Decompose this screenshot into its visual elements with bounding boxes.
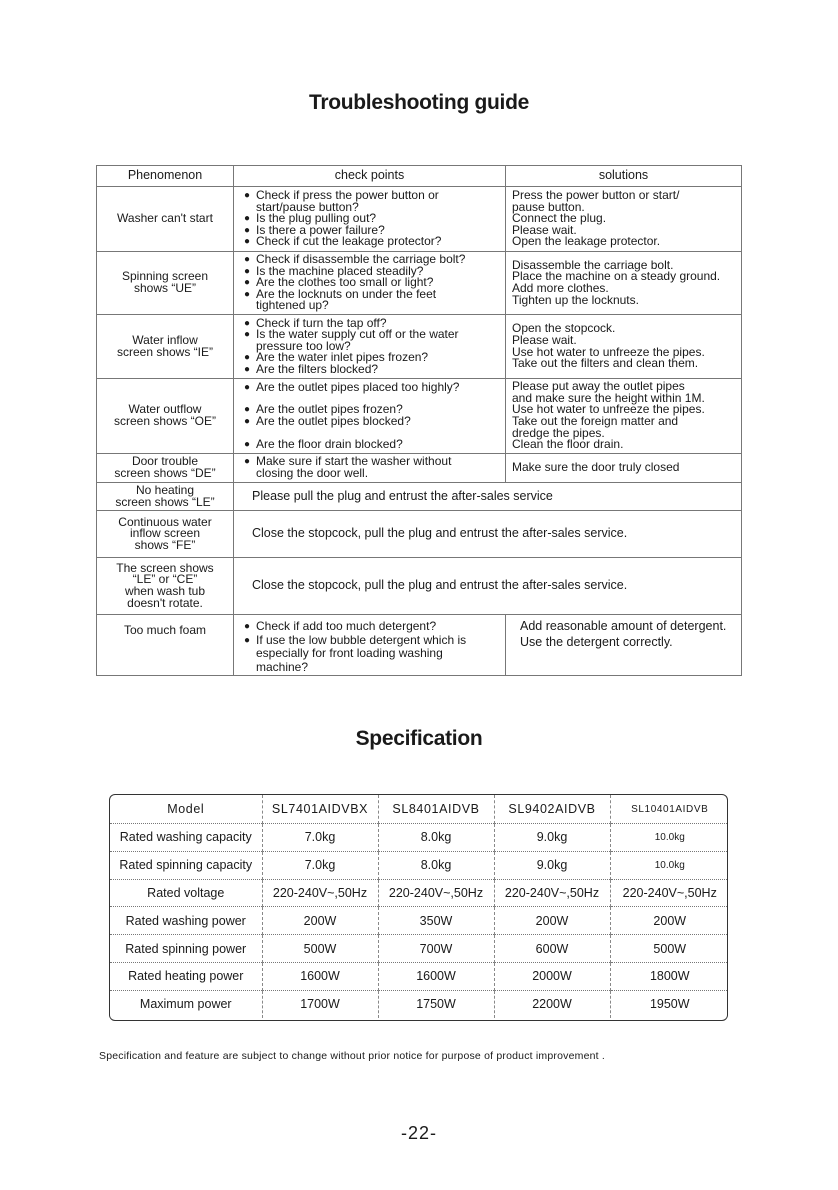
solution-line: Make sure the door truly closed [512,460,680,475]
check-point-line: ● Are the floor drain blocked? [256,436,403,451]
specification-table [110,795,728,1018]
check-point-line: ● Is the machine placed steadily? [256,263,424,278]
table-row [97,558,742,615]
solutions-cell [506,252,742,315]
check-point-line: ● Check if cut the leakage protector? [256,234,442,249]
check-points-cell [234,252,506,315]
solution-line: Use hot water to unfreeze the pipes. [512,402,705,417]
solution-line: and make sure the height within 1M. [512,390,705,405]
check-point-line: ● Check if disassemble the carriage bolt? [256,252,466,267]
solutions-cell [506,615,742,676]
check-point-line: ● Are the filters blocked? [256,361,379,376]
check-point-item [244,286,499,313]
solution-line: Use hot water to unfreeze the pipes. [512,344,705,359]
spec-row [110,962,728,990]
check-point-item [244,190,499,213]
table-row [97,187,742,252]
check-point-item [244,634,499,675]
phenomenon-cell [97,483,234,511]
spec-value: 200W [610,907,728,935]
phenomenon-line: Washer can't start [117,211,213,226]
solution-line: Press the power button or start/ [512,188,680,203]
header-check-points: check points [234,166,506,187]
phenomenon-cell [97,511,234,558]
spec-row-label: Rated heating power [110,962,262,990]
spec-row-label: Maximum power [139,997,232,1012]
spec-value: 500W [610,935,728,963]
check-point-item [244,416,499,428]
check-point-line: machine? [256,659,309,674]
page-number: -22- [400,1123,437,1143]
spec-value: 1800W [610,962,728,990]
phenomenon-line: “LE” or “CE” [132,572,198,587]
phenomenon-line: screen shows “OE” [113,414,217,428]
merged-instruction-cell: Close the stopcock, pull the plug and entrust the after-sales service. [234,558,742,615]
specification-title: Specification [355,727,483,750]
check-point-line: ● Are the outlet pipes blocked? [256,414,411,428]
phenomenon-line: doesn't rotate. [127,595,203,610]
spec-row-label: Rated spinning capacity [110,851,262,879]
spec-value: 200W [262,907,378,935]
spec-row [110,879,728,907]
solution-line: Open the stopcock. [512,321,616,336]
check-point-line: closing the door well. [256,466,369,480]
check-point-item [244,620,499,634]
solution-line: Add more clothes. [512,281,609,295]
spec-model-name: SL7401AIDVBX [262,795,378,824]
check-point-item [244,361,499,376]
phenomenon-line: Water inflow [132,332,198,347]
check-points-cell [234,454,506,483]
spec-value: 10.0kg [610,824,728,852]
header-solutions: solutions [506,166,742,187]
solution-line: Add reasonable amount of detergent. [520,619,727,633]
phenomenon-line: The screen shows [116,560,214,575]
check-point-line: ● Are the water inlet pipes frozen? [256,350,429,365]
phenomenon-cell [97,558,234,615]
spec-row [110,907,728,935]
solution-line: Use the detergent correctly. [520,635,673,649]
spec-value: 600W [494,935,610,963]
check-point-line: ● Are the locknuts on under the feet [256,286,437,301]
spec-model-name: SL10401AIDVB [610,795,728,824]
check-point-item [244,329,499,352]
phenomenon-line: Too much foam [123,623,207,637]
spec-row [110,824,728,852]
check-point-line: ● Check if turn the tap off? [256,315,387,330]
check-point-item [244,436,499,451]
phenomenon-line: Continuous water [118,514,212,529]
spec-value: 200W [494,907,610,935]
table-row [97,379,742,454]
specification-table-frame [109,794,728,1021]
spec-value: 1600W [378,962,494,990]
merged-instruction-cell: Please pull the plug and entrust the after-sales service [234,483,742,511]
spec-value: 220-240V~,50Hz [610,879,728,907]
check-point-item [244,456,499,479]
check-point-line: ● Are the outlet pipes placed too highly? [256,379,460,394]
check-point-line: ● Are the clothes too small or light? [256,275,434,290]
check-point-line: ● Is there a power failure? [256,222,385,237]
check-point-line: ● Is the plug pulling out? [256,211,377,226]
spec-row [110,851,728,879]
spec-value: 1600W [262,962,378,990]
spec-row [110,935,728,963]
phenomenon-line: screen shows “IE” [116,344,214,359]
spec-model-name: SL8401AIDVB [378,795,494,824]
check-point-line: start/pause button? [256,199,359,214]
check-point-item [244,379,499,394]
solution-line: Tighten up the locknuts. [512,292,639,307]
phenomenon-line: when wash tub [124,584,206,598]
spec-value: 7.0kg [262,824,378,852]
phenomenon-line: screen shows “LE” [115,494,215,509]
table-row [97,315,742,379]
spec-row-label: Rated washing power [110,907,262,935]
check-point-line: ● Check if add too much detergent? [256,619,437,633]
spec-value: 220-240V~,50Hz [378,879,494,907]
phenomenon-line: shows “FE” [134,537,196,552]
spec-value: 500W [262,935,378,963]
solution-line: Connect the plug. [512,211,607,226]
solutions-cell [506,315,742,379]
phenomenon-cell [97,379,234,454]
spec-value: 700W [378,935,494,963]
solution-line: Place the machine on a steady ground. [512,269,721,284]
spec-value: 8.0kg [378,851,494,879]
solution-line: Open the leakage protector. [512,234,661,249]
spec-header-label: Model [110,795,262,824]
check-point-line: ● Make sure if start the washer without [256,454,452,469]
phenomenon-line: screen shows “DE” [114,466,216,480]
troubleshooting-table [96,165,742,676]
phenomenon-line: No heating [135,482,195,497]
phenomenon-line: shows “UE” [133,281,196,295]
spec-value: 9.0kg [494,824,610,852]
phenomenon-cell [97,315,234,379]
spec-value: 10.0kg [610,851,728,879]
solutions-cell [506,454,742,483]
table-row [97,483,742,511]
phenomenon-line: Door trouble [131,454,199,469]
header-phenomenon: Phenomenon [97,166,234,187]
spec-value: 1750W [378,990,494,1017]
check-point-item [244,236,499,248]
check-point-line: tightened up? [256,298,329,313]
solution-line: Please wait. [512,332,577,347]
solutions-cell [506,379,742,454]
spec-value: 220-240V~,50Hz [262,879,378,907]
table-row [97,615,742,676]
table-row [97,252,742,315]
solutions-cell [506,187,742,252]
check-point-line: ● If use the low bubble detergent which is [256,632,467,647]
solution-line: Take out the foreign matter and [512,414,679,428]
spec-value: 2200W [494,990,610,1017]
solution-line: Take out the filters and clean them. [512,356,699,371]
spec-row-label: Rated voltage [110,879,262,907]
phenomenon-cell [97,187,234,252]
check-point-line: pressure too low? [256,338,351,353]
troubleshooting-title: Troubleshooting guide [308,91,529,114]
solution-line: pause button. [512,199,585,214]
spec-value: 7.0kg [262,851,378,879]
spec-model-name: SL9402AIDVB [494,795,610,824]
spec-value: 220-240V~,50Hz [494,879,610,907]
solution-line: dredge the pipes. [512,425,605,440]
spec-value: 8.0kg [378,824,494,852]
phenomenon-line: Water outflow [128,402,202,417]
phenomenon-line: Spinning screen [121,269,209,284]
table-header-row [97,166,742,187]
check-points-cell [234,315,506,379]
check-points-cell [234,615,506,676]
merged-instruction-cell: Close the stopcock, pull the plug and entrust the after-sales service. [234,511,742,558]
spec-value: 1950W [610,990,728,1017]
phenomenon-cell [97,615,234,676]
spec-value: 1700W [262,990,378,1017]
check-points-cell [234,379,506,454]
spec-header-row [110,795,728,824]
phenomenon-cell [97,454,234,483]
spec-row [110,990,728,1017]
solution-line: Disassemble the carriage bolt. [512,257,674,272]
solution-line: Please wait. [512,222,577,237]
phenomenon-line: inflow screen [129,526,201,541]
footnote: Specification and feature are subject to change without prior notice for purpose of product improvement . [99,1050,606,1062]
solution-line: Please put away the outlet pipes [512,379,685,394]
spec-value: 9.0kg [494,851,610,879]
spec-row-label: Rated spinning power [110,935,262,963]
check-points-cell [234,187,506,252]
spec-value: 2000W [494,962,610,990]
check-point-line: ● Check if press the power button or [256,188,439,203]
check-point-line: ● Are the outlet pipes frozen? [256,402,403,417]
check-point-line: ● Is the water supply cut off or the water [256,327,459,342]
check-point-line: especially for front loading washing [256,646,443,660]
solution-line: Clean the floor drain. [512,437,624,452]
phenomenon-cell [97,252,234,315]
spec-row-label: Rated washing capacity [110,824,262,852]
table-row [97,454,742,483]
table-row [97,511,742,558]
spec-value: 350W [378,907,494,935]
